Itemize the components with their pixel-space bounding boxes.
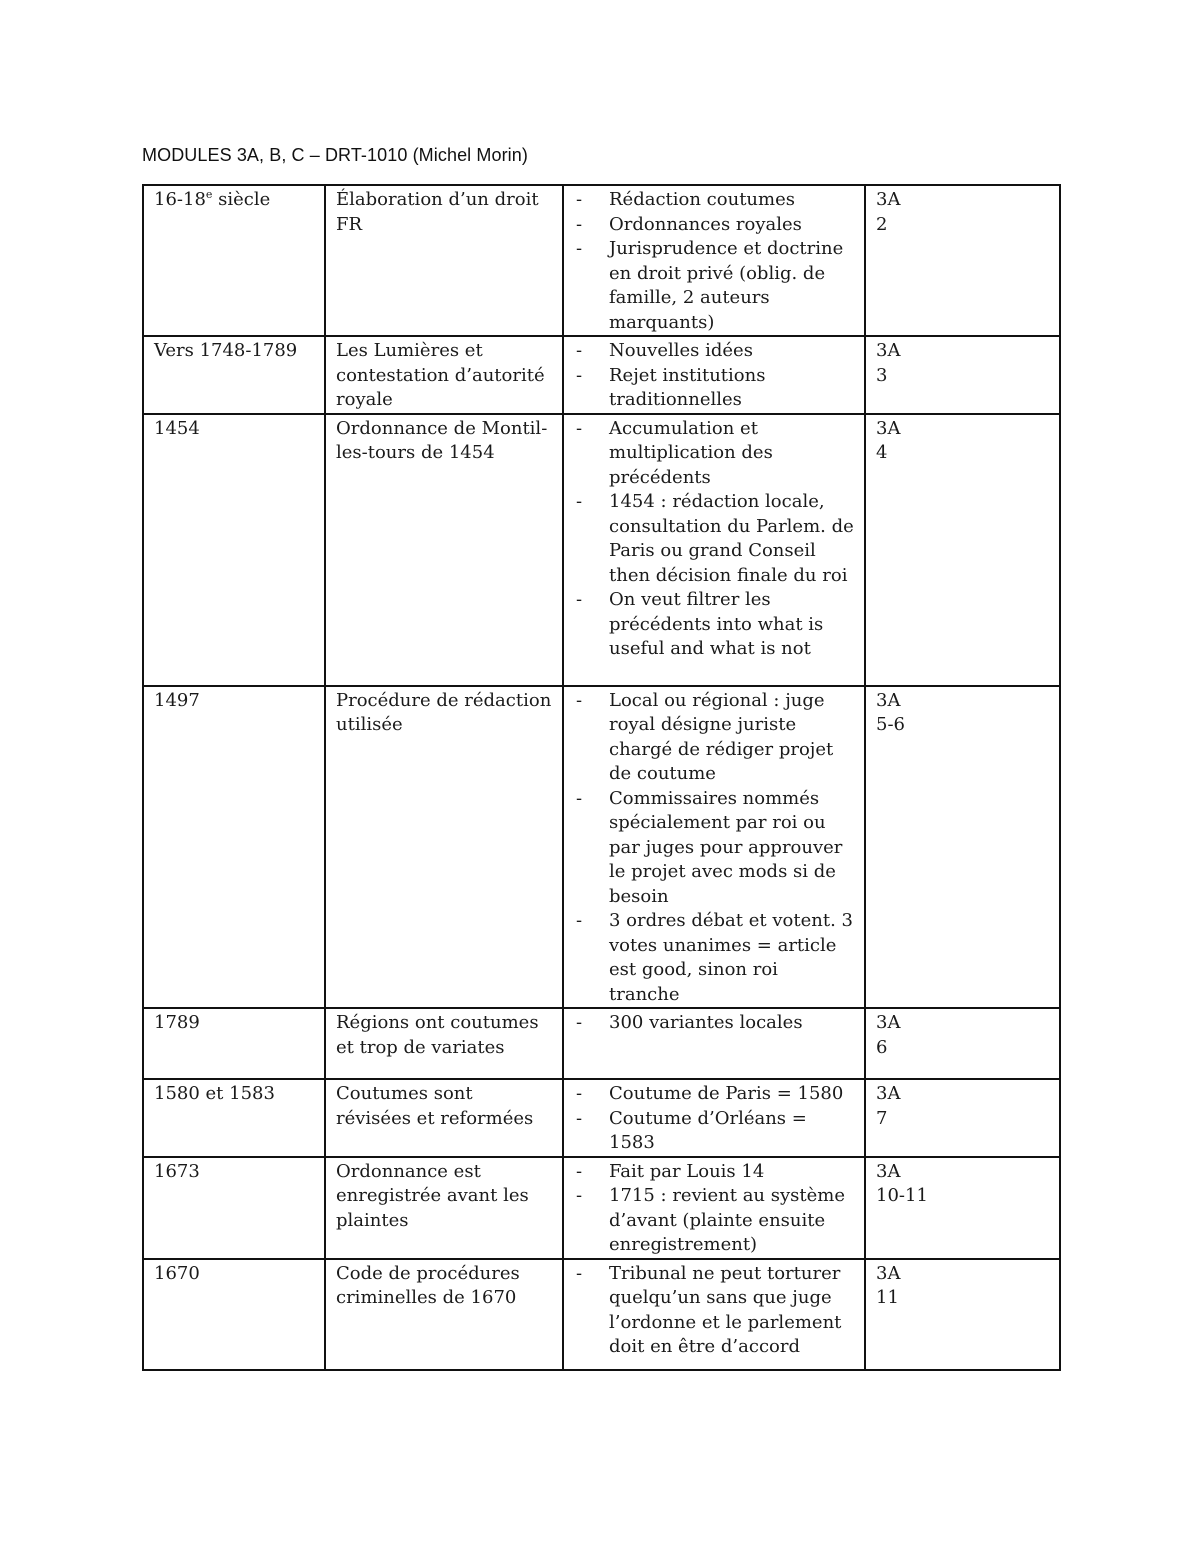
list-item: - 1454 : rédaction locale, consultation du Parlem. de Paris ou grand Conseil then décision finale du roi — [574, 490, 854, 588]
page-reference: 7 — [876, 1107, 888, 1129]
list-item: - Coutume de Paris = 1580 — [574, 1082, 854, 1107]
details-cell — [563, 1079, 865, 1157]
notes-table-body — [143, 185, 1060, 1370]
table-row — [143, 336, 1060, 414]
details-list — [574, 1160, 854, 1258]
details-cell — [563, 1259, 865, 1370]
topic-cell — [325, 414, 563, 686]
details-list — [574, 1262, 854, 1360]
list-item: - Fait par Louis 14 — [574, 1160, 854, 1185]
list-item: - Local ou régional : juge royal désigne juriste chargé de rédiger projet de coutume — [574, 689, 854, 787]
page-reference: 5-6 — [876, 714, 905, 735]
page-title: MODULES 3A, B, C – DRT-1010 (Michel Morin) — [142, 145, 528, 165]
reference-cell — [865, 686, 1060, 1009]
page-reference: 6 — [876, 1036, 888, 1058]
topic-text: Régions ont coutumes et trop de variates — [336, 1012, 539, 1058]
date-cell — [143, 336, 325, 414]
date-text: 1580 et 1583 — [154, 1083, 275, 1104]
list-item: - 300 variantes locales — [574, 1011, 854, 1036]
details-list — [574, 1011, 854, 1036]
list-item: - Coutume d’Orléans = 1583 — [574, 1107, 854, 1156]
reference-cell — [865, 1259, 1060, 1370]
topic-cell — [325, 1008, 563, 1079]
topic-text: Procédure de rédaction utilisée — [336, 689, 552, 735]
details-cell — [563, 414, 865, 686]
module-label: 3A — [876, 189, 901, 210]
date-cell — [143, 1079, 325, 1157]
date-text: 1497 — [154, 689, 200, 711]
date-cell — [143, 185, 325, 336]
module-label: 3A — [876, 340, 901, 361]
list-item: - Jurisprudence et doctrine en droit privé (oblig. de famille, 2 auteurs marquants) — [574, 237, 854, 335]
date-text: 1673 — [154, 1160, 200, 1182]
details-cell — [563, 686, 865, 1009]
list-item: - Accumulation et multiplication des précédents — [574, 417, 854, 491]
table-row — [143, 414, 1060, 686]
details-list — [574, 1082, 854, 1156]
list-item: - 3 ordres débat et votent. 3 votes unanimes = article est good, sinon roi tranche — [574, 909, 854, 1007]
topic-text: Élaboration d’un droit FR — [336, 189, 539, 235]
date-superscript: e — [205, 188, 213, 201]
module-label: 3A — [876, 1012, 901, 1033]
list-item: - Nouvelles idées — [574, 339, 854, 364]
date-text: 1454 — [154, 417, 200, 439]
date-cell — [143, 1157, 325, 1259]
table-row — [143, 1157, 1060, 1259]
topic-cell — [325, 1079, 563, 1157]
details-list — [574, 339, 854, 413]
reference-cell — [865, 336, 1060, 414]
list-item: - On veut filtrer les précédents into what is useful and what is not — [574, 588, 854, 662]
date-suffix: siècle — [212, 189, 271, 210]
details-cell — [563, 1008, 865, 1079]
table-row — [143, 1008, 1060, 1079]
topic-cell — [325, 1157, 563, 1259]
details-list — [574, 689, 854, 1008]
reference-cell — [865, 185, 1060, 336]
list-item: - Tribunal ne peut torturer quelqu’un sans que juge l’ordonne et le parlement doit en être d’accord — [574, 1262, 854, 1360]
topic-text: Ordonnance de Montil-les-tours de 1454 — [336, 417, 548, 463]
date-cell — [143, 1008, 325, 1079]
module-label: 3A — [876, 1083, 901, 1104]
list-item: - Ordonnances royales — [574, 213, 854, 238]
reference-cell — [865, 1079, 1060, 1157]
details-list — [574, 417, 854, 662]
list-item: - Commissaires nommés spécialement par roi ou par juges pour approuver le projet avec mods si de besoin — [574, 787, 854, 910]
date-text: 1670 — [154, 1262, 200, 1284]
module-label: 3A — [876, 1262, 901, 1284]
details-cell — [563, 336, 865, 414]
list-item: - 1715 : revient au système d’avant (plainte ensuite enregistrement) — [574, 1184, 854, 1258]
reference-cell — [865, 1157, 1060, 1259]
page-reference: 4 — [876, 442, 888, 463]
topic-text: Ordonnance est enregistrée avant les plaintes — [336, 1160, 529, 1231]
reference-cell — [865, 414, 1060, 686]
date-cell — [143, 1259, 325, 1370]
date-text: 16-18 — [154, 189, 206, 210]
module-label: 3A — [876, 689, 901, 711]
notes-table — [142, 184, 1061, 1371]
module-label: 3A — [876, 417, 901, 439]
table-row — [143, 1079, 1060, 1157]
topic-text: Coutumes sont révisées et reformées — [336, 1083, 534, 1129]
reference-cell — [865, 1008, 1060, 1079]
list-item: - Rejet institutions traditionnelles — [574, 364, 854, 413]
date-text: Vers 1748-1789 — [154, 340, 298, 361]
topic-text: Les Lumières et contestation d’autorité royale — [336, 340, 545, 410]
details-cell — [563, 1157, 865, 1259]
table-row — [143, 686, 1060, 1009]
date-cell — [143, 414, 325, 686]
table-row — [143, 185, 1060, 336]
topic-cell — [325, 1259, 563, 1370]
topic-cell — [325, 185, 563, 336]
details-cell — [563, 185, 865, 336]
topic-text: Code de procédures criminelles de 1670 — [336, 1262, 520, 1308]
date-text: 1789 — [154, 1012, 200, 1033]
page-reference: 11 — [876, 1287, 899, 1308]
details-list — [574, 188, 854, 335]
module-label: 3A — [876, 1160, 901, 1182]
table-row — [143, 1259, 1060, 1370]
topic-cell — [325, 336, 563, 414]
topic-cell — [325, 686, 563, 1009]
page-reference: 10-11 — [876, 1185, 928, 1206]
list-item: - Rédaction coutumes — [574, 188, 854, 213]
date-cell — [143, 686, 325, 1009]
page-reference: 3 — [876, 364, 888, 386]
page-reference: 2 — [876, 213, 888, 235]
